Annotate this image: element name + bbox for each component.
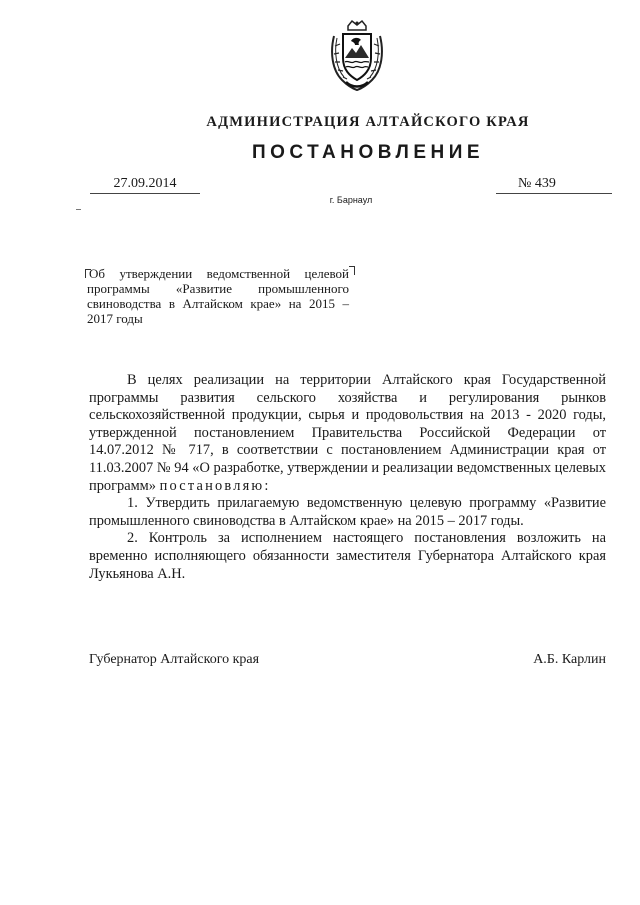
coat-of-arms-icon (328, 18, 386, 94)
bracket-top-right-icon (349, 266, 355, 275)
document-body (89, 372, 606, 583)
signer-position: Губернатор Алтайского края (89, 652, 260, 667)
item-2-paragraph: 2. Контроль за исполнением настоящего постановления возложить на временно исполняющего обязанности заместителя Губернатора Алтайского края Лукьянова А.Н. (89, 530, 606, 582)
document-type-heading: ПОСТАНОВЛЕНИЕ (251, 142, 485, 163)
scan-artifact (76, 209, 81, 210)
resolve-word: постановляю: (159, 477, 271, 494)
document-date: 27.09.2014 (90, 176, 200, 194)
preamble-paragraph (89, 372, 606, 495)
signer-name: А.Б. Карлин (533, 652, 606, 667)
organization-title: АДМИНИСТРАЦИЯ АЛТАЙСКОГО КРАЯ (206, 114, 530, 130)
preamble-text: В целях реализации на территории Алтайского края Государственной программы развития сельского хозяйства и регулирования рынков сельскохозяйственной продукции, сырья и продовольствия на 2013 - 2020 годы, утвержденной постановлением Правительства Российской Федерации от 14.07.2012 № 717, в соответствии с постановлением Администрации края от 11.03.2007 № 94 «О разработке, утверждении и реализации ведомственных целевых программ» (89, 372, 606, 494)
document-city: г. Барнаул (329, 195, 373, 205)
bracket-top-left-icon (85, 269, 91, 278)
item-1-paragraph: 1. Утвердить прилагаемую ведомственную целевую программу «Развитие промышленного свиноводства в Алтайском крае» на 2015 – 2017 годы. (89, 495, 606, 529)
subject-text: Об утверждении ведомственной целевой программы «Развитие промышленного свиноводства в Алтайском крае» на 2015 – 2017 годы (87, 266, 349, 326)
subject-block (87, 266, 349, 326)
document-number: № 439 (496, 176, 612, 194)
